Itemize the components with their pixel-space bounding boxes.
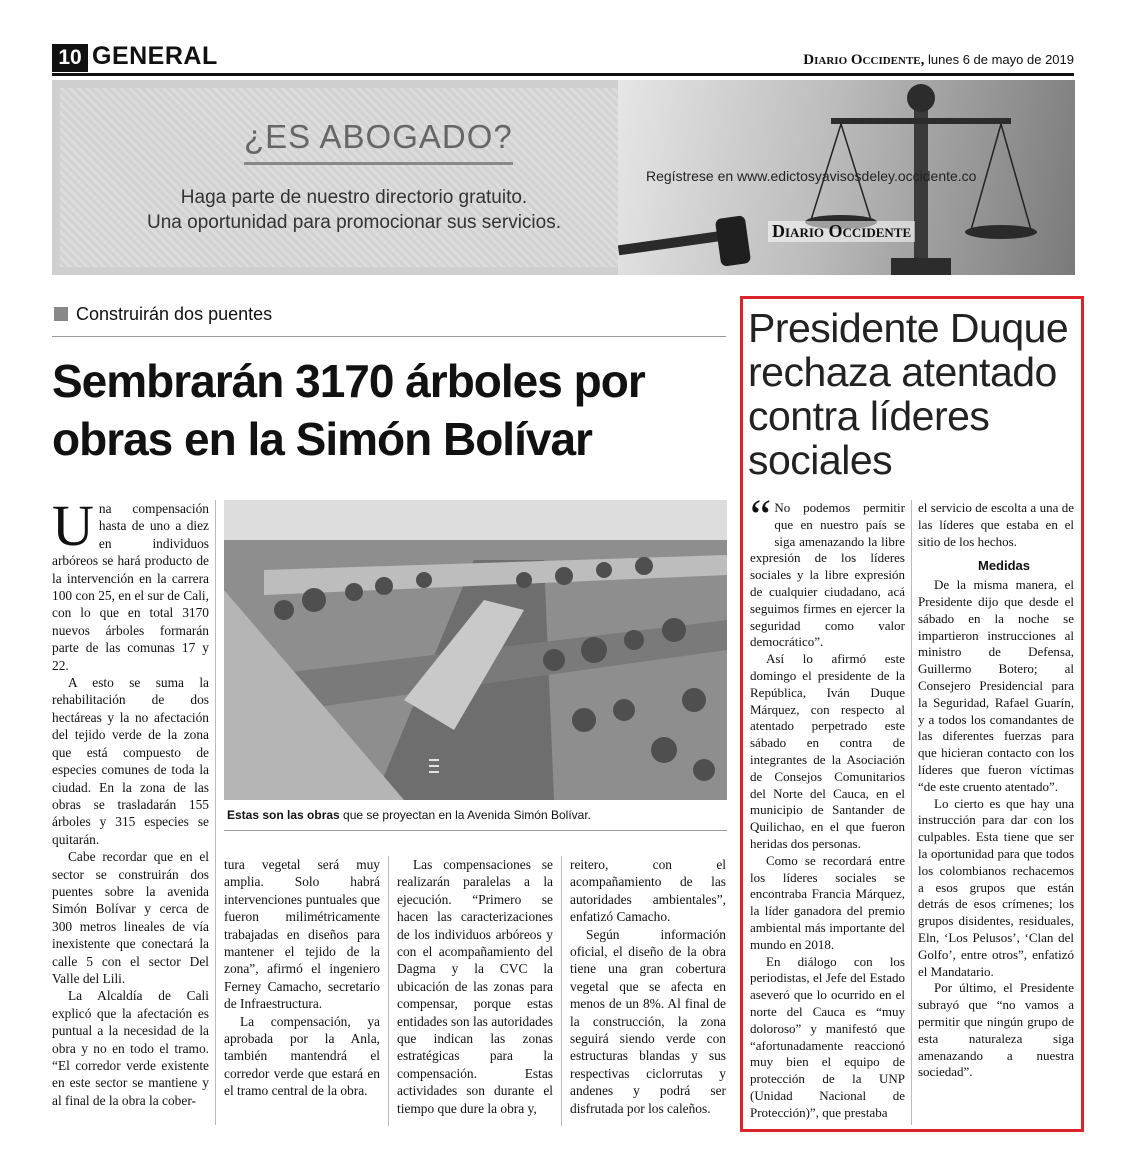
article-paragraph: Como se recordará entre los líderes sociales se encontraba Francia Márquez, la líder ganadora del premio ambiental más importante del mundo en 2018. <box>750 852 905 952</box>
ad-line-2: Una oportunidad para promocionar sus servicios. <box>147 212 561 233</box>
ad-register-url: Regístrese en www.edictosyavisosdeley.occidente.co <box>646 168 977 184</box>
sidebar-column-1 <box>750 490 905 1121</box>
advertisement-banner <box>52 80 1075 275</box>
article-column-3 <box>397 856 553 1117</box>
article-paragraph: reitero, con el acompañamiento de las autoridades ambientales”, enfatizó Camacho. <box>570 857 726 925</box>
section-title: GENERAL <box>92 42 218 70</box>
ad-line-1: Haga parte de nuestro directorio gratuito. <box>180 187 528 208</box>
ad-title: ¿ES ABOGADO? <box>244 118 513 165</box>
kicker-text: Construirán dos puentes <box>76 304 273 324</box>
square-bullet-icon <box>54 307 68 321</box>
page-number: 10 <box>52 44 88 72</box>
article-paragraph: Una compensación hasta de uno a diez en individuos arbóreos se hará producto de la intervención en la carrera 100 con 25, en el sur de Cali, con lo que en total 3170 nuevos árboles formarán parte de las comunas 17 y 22. <box>52 493 209 673</box>
article-paragraph: Lo cierto es que hay una instrucción para dar con los culpables. Esta tiene que ser la oportunidad para que todos los colombianos rechacemos a esos grupos que están detrás de esos crímenes; los grupos disidentes, residuales, Eln, ‘Los Pelusos’, ‘Clan del Golfo’, entre otros”, enfatizó el Mandatario. <box>918 795 1074 979</box>
column-divider <box>561 856 562 1126</box>
article-paragraph: A esto se suma la rehabilitación de dos hectáreas y la no afectación del tejido verde de la zona que está compuesto de especies comunes de toda la ciudad. En la zona de las obras se trasladarán 155 árboles y 315 especies se quitarán. <box>52 675 209 847</box>
ad-text-panel <box>60 88 620 267</box>
gavel-icon <box>618 215 768 275</box>
kicker-divider <box>52 336 726 337</box>
article-paragraph: La compensación, ya aprobada por la Anla, también mantendrá el corredor verde que estará en el tramo central de la obra. <box>224 1013 380 1099</box>
newspaper-name: Diario Occidente, <box>803 52 925 68</box>
article-paragraph: De la misma manera, el Presidente dijo que desde el sábado en la noche se impartieron instrucciones al ministro de Defensa, Guillermo Botero; al Consejero Presidencial para la Seguridad, Rafael Guarín, y a todos los comandantes de las diferentes fuerzas para que hicieran contacto con los líderes que fueron víctimas “de este cruento atentado”. <box>918 577 1074 794</box>
column-divider <box>215 500 216 1125</box>
caption-text: que se proyectan en la Avenida Simón Bolívar. <box>339 808 591 822</box>
column-divider <box>911 500 912 1125</box>
article-paragraph: Según información oficial, el diseño de la obra tiene una gran cobertura vegetal que se afecta en menos de un 8%. Al final de la construcción, la zona seguirá siendo verde con estructuras blandas y sus respectivas ciclorrutas y andenes y podrá ser disfrutada por los caleños. <box>570 926 726 1116</box>
article-paragraph: En diálogo con los periodistas, el Jefe del Estado aseveró que lo ocurrido en el norte del Cauca es “muy doloroso” y manifestó que “afortunadamente reaccionó muy bien el equipo de protección de la UNP (Unidad Nacional de Protección)”, que prestaba <box>750 953 905 1120</box>
article-column-2 <box>224 856 380 1100</box>
quote-mark: “ <box>750 490 772 543</box>
article-column-1 <box>52 493 209 1109</box>
article-paragraph: tura vegetal será muy amplia. Solo habrá intervenciones puntuales que fueron milimétricamente trabajadas en diseños para mantener el tejido de la zona”, afirmó el ingeniero Ferney Camacho, secretario de Infraestructura. <box>224 857 380 1012</box>
ad-logo: Diario Occidente <box>768 221 915 242</box>
headline-line-1: Sembrarán 3170 árboles por <box>52 355 645 407</box>
article-column-4 <box>570 856 726 1117</box>
article-headline <box>52 352 732 468</box>
header-rule <box>52 73 1074 76</box>
headline-line-2: obras en la Simón Bolívar <box>52 413 592 465</box>
sidebar-column-2 <box>918 500 1074 1081</box>
masthead <box>803 52 1074 69</box>
issue-date: lunes 6 de mayo de 2019 <box>928 52 1074 67</box>
article-kicker <box>54 304 272 325</box>
article-paragraph: Cabe recordar que en el sector se construirán dos puentes sobre la avenida Simón Bolívar y cerca de 300 metros lineales de vía inexistente que conectará la calle 5 con el sector Del Valle del Lili. <box>52 849 209 986</box>
article-paragraph: La Alcaldía de Cali explicó que la afectación es puntual a la necesidad de la obra y no en todo el tramo. “El corredor verde existente en este sector se mantiene y al final de la obra la cober- <box>52 988 209 1108</box>
sidebar-subhead: Medidas <box>977 558 1030 574</box>
article-paragraph: Las compensaciones se realizarán paralelas a la ejecución. “Primero se hacen las caracterizaciones de los individuos arbóreos y con el acompañamiento del Dagma y la CVC la ubicación de las zonas para compensar, porque estas entidades son las autoridades que indican las zonas estratégicas para la compensación. Estas actividades son durante el tiempo que dure la obra y, <box>397 857 553 1116</box>
article-paragraph: Por último, el Presidente subrayó que “no vamos a permitir que ningún grupo de esta naturaleza siga amenazando a nuestra sociedad”. <box>918 980 1074 1080</box>
drop-cap: U <box>52 493 94 558</box>
article-photo <box>224 500 727 800</box>
column-divider <box>388 856 389 1126</box>
photo-caption <box>227 808 591 822</box>
caption-lead: Estas son las obras <box>227 808 340 822</box>
article-paragraph: Así lo afirmó este domingo el presidente de la República, Iván Duque Márquez, con respecto al atentado perpetrado este sábado en contra de integrantes de la Asociación de Consejos Comunitarios del Norte del Cauca, en el municipio de Santander de Quilichao, en el que fueron heridas dos personas. <box>750 651 905 851</box>
article-paragraph: “ No podemos permitir que en nuestro país se siga amenazando la libre expresión de los líderes sociales y la libre expresión de cualquier ciudadano, acá seguimos firmes en ejercer la seguridad como valor democrático”. <box>750 490 905 650</box>
road-rendering-image <box>224 500 727 800</box>
ad-body <box>94 185 614 235</box>
ad-image-panel <box>618 80 1075 275</box>
sidebar-headline: Presidente Duque rechaza atentado contra líderes sociales <box>748 305 1069 483</box>
article-paragraph: el servicio de escolta a una de las líderes que estaba en el sitio de los hechos. <box>918 500 1074 549</box>
caption-divider <box>224 830 727 831</box>
